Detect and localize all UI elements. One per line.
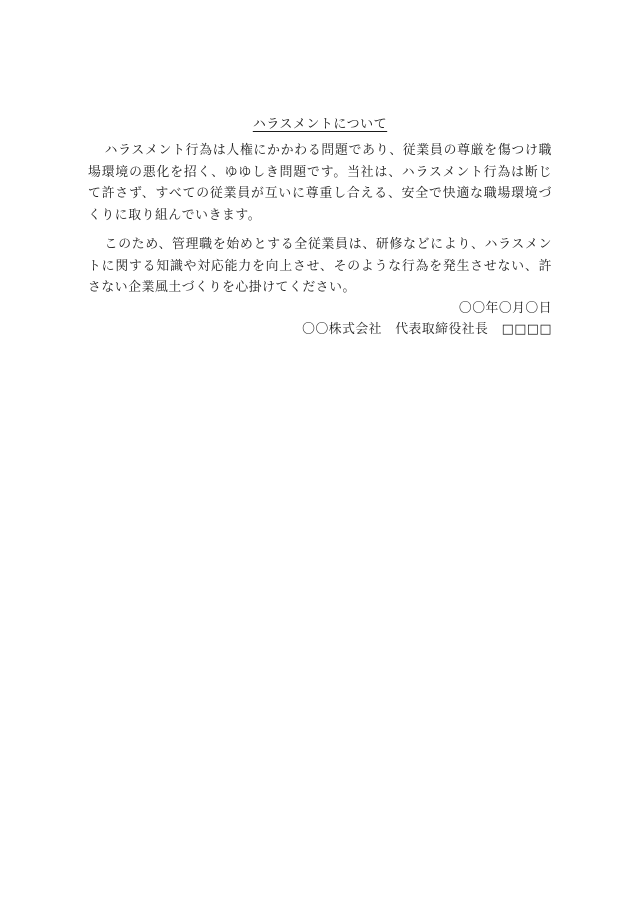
document-title-text: ハラスメントについて [252,117,388,132]
paragraph-policy: ハラスメント行為は人権にかかわる問題であり、従業員の尊厳を傷つけ職場環境の悪化を招く、ゆゆしき問題です。当社は、ハラスメント行為は断じて許さず、すべての従業員が互いに尊重し合える、安全で快適な職場環境づくりに取り組んでいきます。 [88,143,552,223]
paragraph-instruction: このため、管理職を始めとする全従業員は、研修などにより、ハラスメントに関する知識や対応能力を向上させ、そのような行為を発生させない、許さない企業風土づくりを心掛けてください。 [88,237,552,295]
document-signature: 〇〇株式会社 代表取締役社長 □□□□ [302,321,552,337]
document-title [88,116,552,134]
document-body [88,116,552,340]
document-date: 〇〇年〇月〇日 [458,300,552,316]
